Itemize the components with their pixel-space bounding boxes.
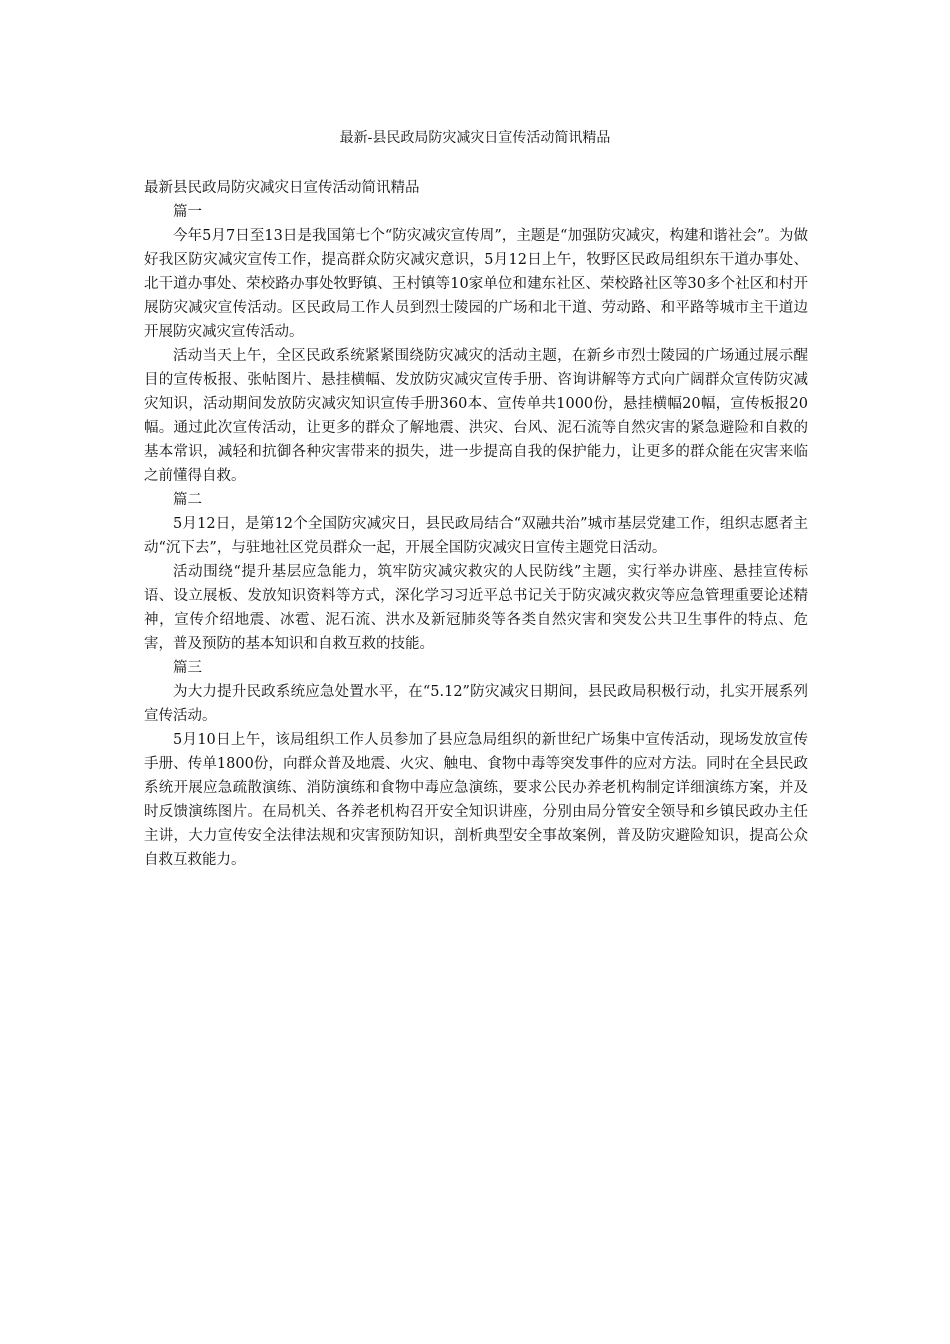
paragraph: 5月12日，是第12个全国防灾减灾日，县民政局结合“双融共治”城市基层党建工作，组织志愿者主动“沉下去”，与驻地社区党员群众一起，开展全国防灾减灾日宣传主题党日活动。 [144, 516, 808, 556]
paragraph: 今年5月7日至13日是我国第七个“防灾减灾宣传周”，主题是“加强防灾减灾，构建和谐社会”。为做好我区防灾减灾宣传工作，提高群众防灾减灾意识，5月12日上午，牧野区民政局组织东干道办事处、北干道办事处、荣校路办事处牧野镇、王村镇等10家单位和建东社区、荣校路社区等30多个社区和村开展防灾减灾宣传活动。区民政局工作人员到烈士陵园的广场和北干道、劳动路、和平路等城市主干道边开展防灾减灾宣传活动。 [144, 228, 808, 340]
paragraph: 活动当天上午，全区民政系统紧紧围绕防灾减灾的活动主题，在新乡市烈士陵园的广场通过展示醒目的宣传板报、张帖图片、悬挂横幅、发放防灾减灾宣传手册、咨询讲解等方式向广阔群众宣传防灾减灾知识，活动期间发放防灾减灾知识宣传手册360本、宣传单共1000份，悬挂横幅20幅，宣传板报20幅。通过此次宣传活动，让更多的群众了解地震、洪灾、台风、泥石流等自然灾害的紧急避险和自救的基本常识，减轻和抗御各种灾害带来的损失，进一步提高自我的保护能力，让更多的群众能在灾害来临之前懂得自救。 [144, 348, 808, 484]
document-subtitle: 最新县民政局防灾减灾日宣传活动简讯精品 [144, 180, 420, 196]
section-heading-1: 篇一 [173, 204, 202, 220]
section-heading-2: 篇二 [173, 492, 202, 508]
paragraph: 5月10日上午，该局组织工作人员参加了县应急局组织的新世纪广场集中宣传活动，现场发放宣传手册、传单1800份，向群众普及地震、火灾、触电、食物中毒等突发事件的应对方法。同时在全县民政系统开展应急疏散演练、消防演练和食物中毒应急演练，要求公民办养老机构制定详细演练方案，并及时反馈演练图片。在局机关、各养老机构召开安全知识讲座，分别由局分管安全领导和乡镇民政办主任主讲，大力宣传安全法律法规和灾害预防知识，剖析典型安全事故案例，普及防灾避险知识，提高公众自救互救能力。 [144, 732, 808, 868]
paragraph: 活动围绕“提升基层应急能力，筑牢防灾减灾救灾的人民防线”主题，实行举办讲座、悬挂宣传标语、设立展板、发放知识资料等方式，深化学习习近平总书记关于防灾减灾救灾等应急管理重要论述精神，宣传介绍地震、冰雹、泥石流、洪水及新冠肺炎等各类自然灾害和突发公共卫生事件的特点、危害，普及预防的基本知识和自救互救的技能。 [144, 564, 808, 652]
section-heading-3: 篇三 [173, 660, 202, 676]
document-title: 最新-县民政局防灾减灾日宣传活动简讯精品 [339, 130, 611, 146]
document-body [144, 176, 808, 872]
paragraph: 为大力提升民政系统应急处置水平，在“5.12”防灾减灾日期间，县民政局积极行动，扎实开展系列宣传活动。 [144, 684, 808, 724]
